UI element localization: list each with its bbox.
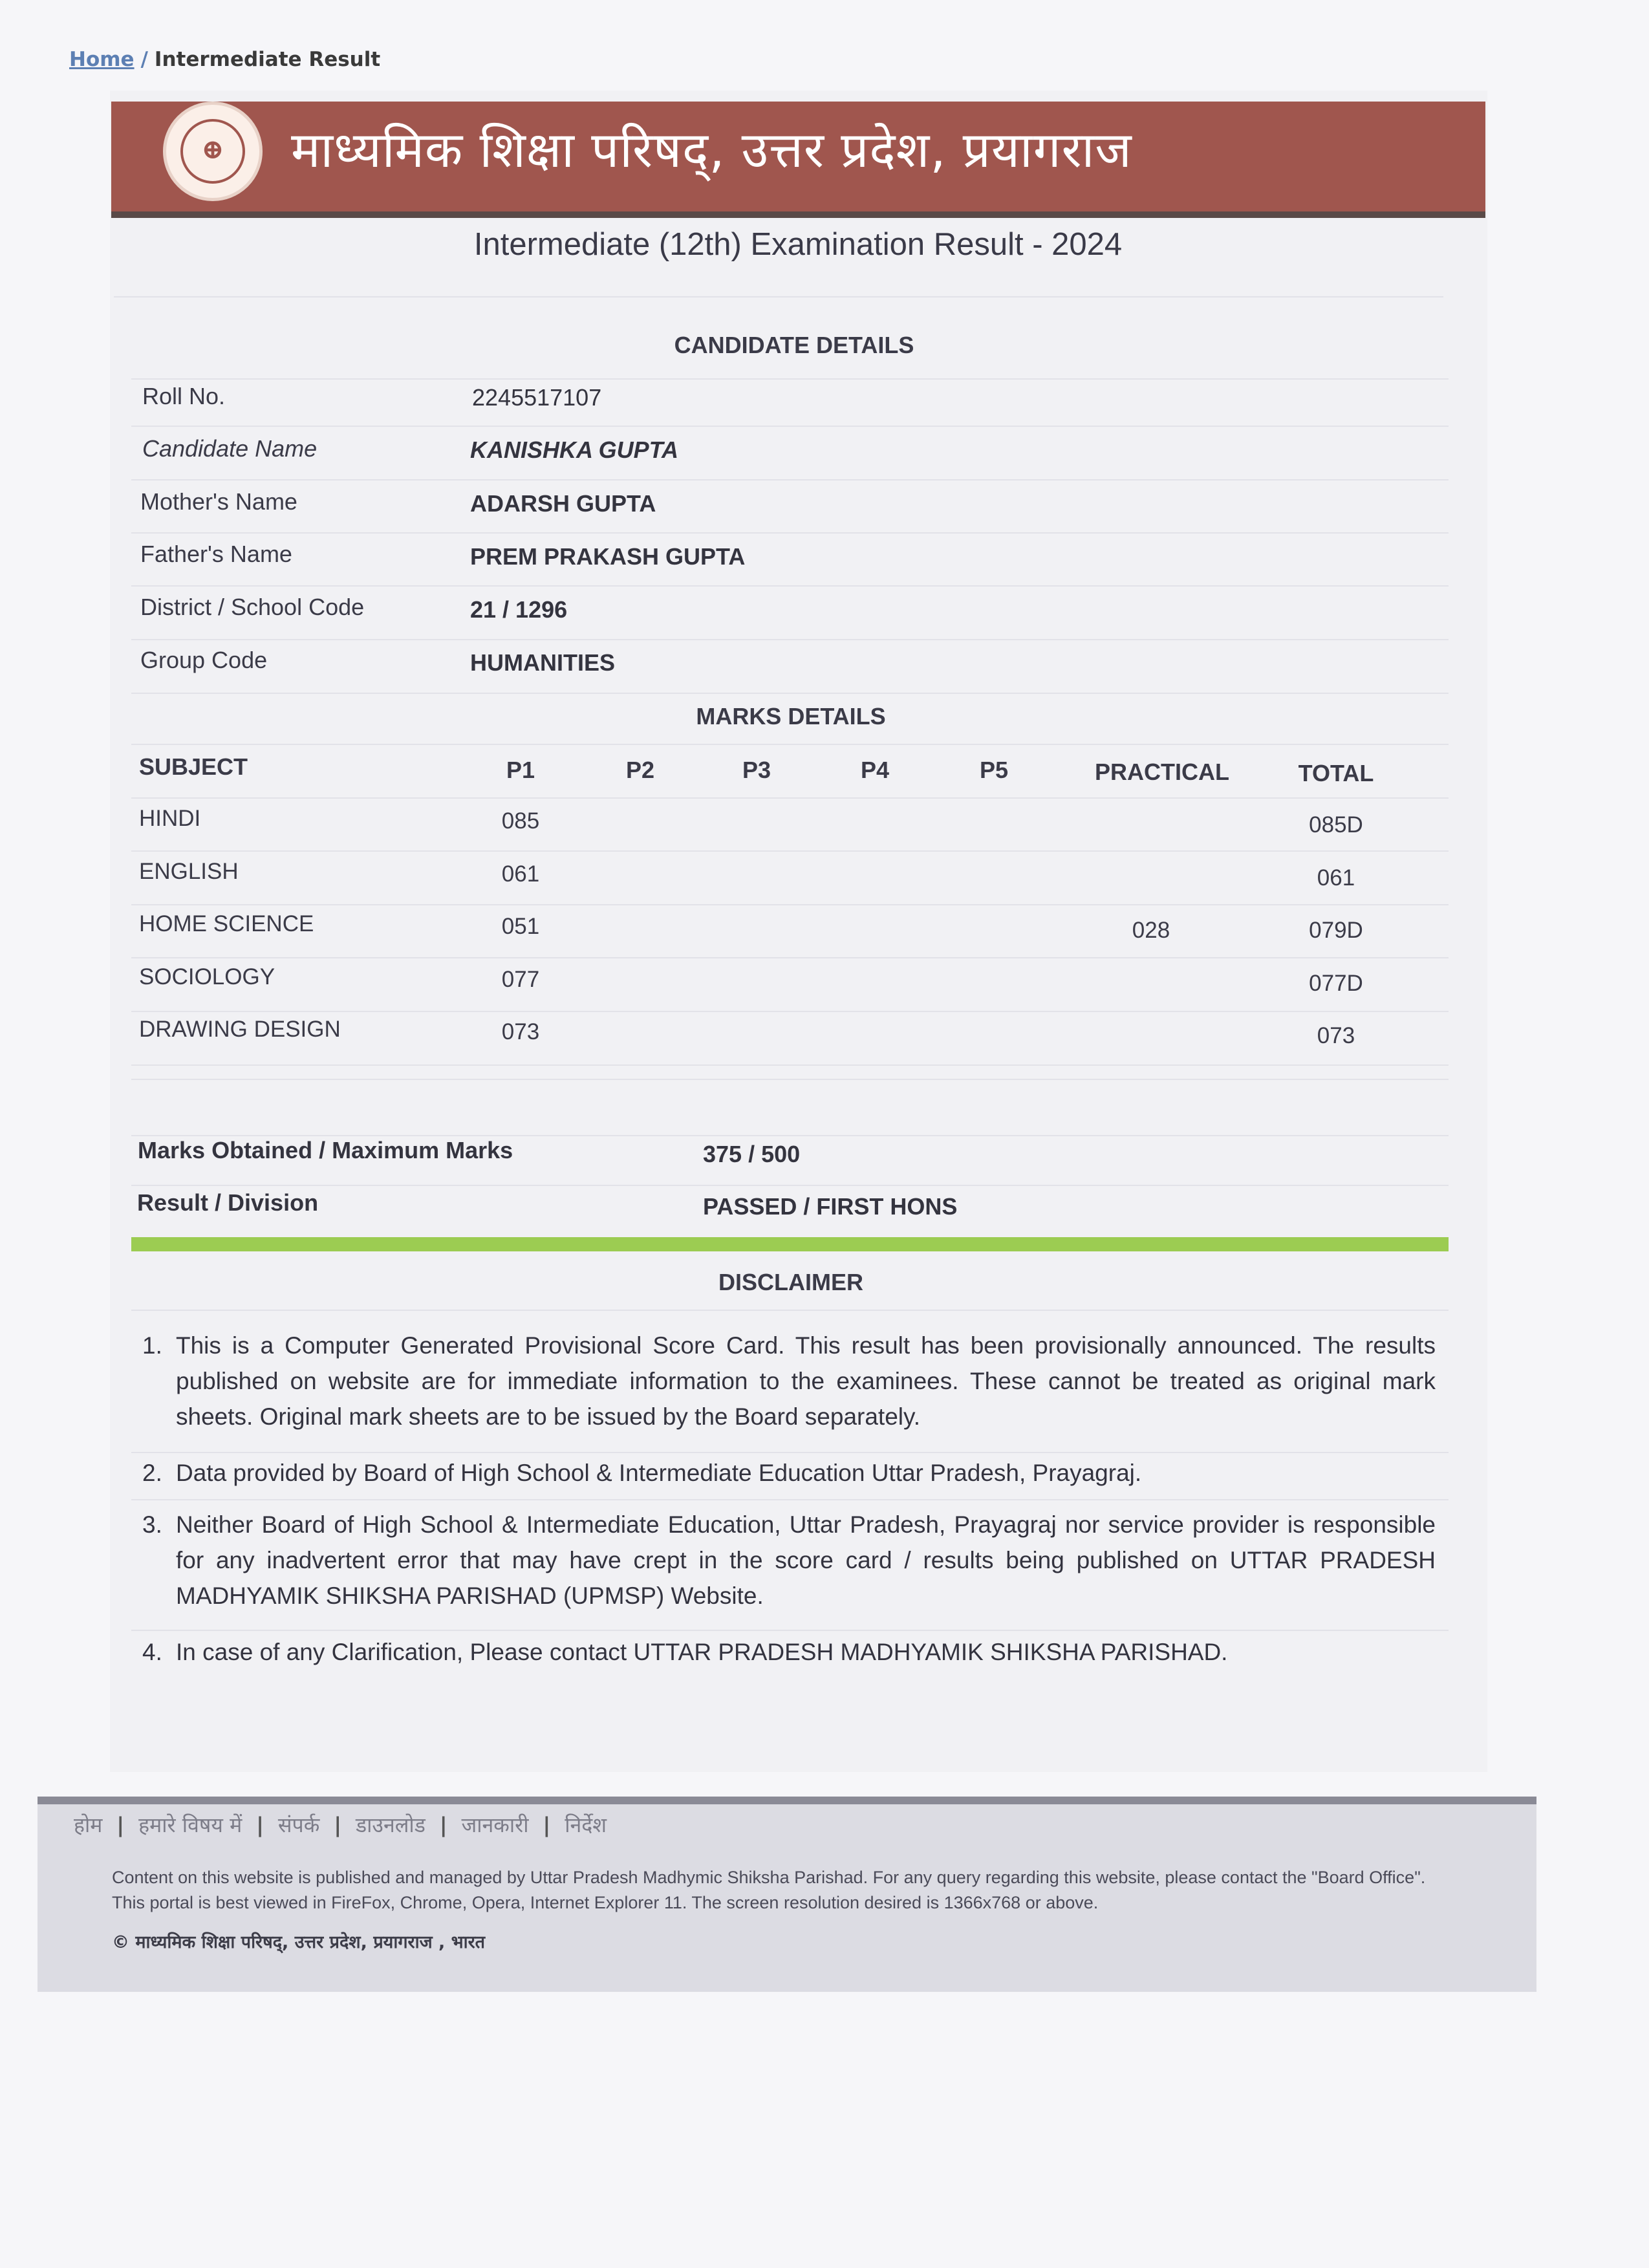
fathers-name-label: Father's Name xyxy=(140,541,292,567)
col-total-header: TOTAL xyxy=(1298,760,1374,786)
mothers-name-label: Mother's Name xyxy=(140,488,297,515)
footer-link-information[interactable]: जानकारी xyxy=(461,1813,529,1837)
breadcrumb-current: Intermediate Result xyxy=(154,48,381,71)
breadcrumb-home-link[interactable]: Home xyxy=(69,48,135,71)
footer-browser-note: This portal is best viewed in FireFox, Chrome, Opera, Internet Explorer 11. The screen resolution desired is 1366x768 or above. xyxy=(112,1893,1099,1912)
group-code-label: Group Code xyxy=(140,647,268,673)
table-row-p1: 077 xyxy=(501,967,540,992)
footer-link-about[interactable]: हमारे विषय में xyxy=(138,1813,242,1837)
divider xyxy=(131,479,1449,481)
col-p1-header: P1 xyxy=(506,757,535,783)
disclaimer-number: 3. xyxy=(142,1511,162,1538)
district-school-code-label: District / School Code xyxy=(140,594,365,620)
divider xyxy=(131,693,1449,694)
table-row-total: 079D xyxy=(1309,918,1363,943)
roll-no-value: 2245517107 xyxy=(472,384,602,411)
footer-link-home[interactable]: होम xyxy=(74,1813,103,1837)
divider xyxy=(131,904,1449,905)
col-p5-header: P5 xyxy=(979,757,1009,783)
divider xyxy=(131,378,1449,380)
disclaimer-text: Neither Board of High School & Intermediate Education, Uttar Pradesh, Prayagraj nor service provider is responsible for any inadvertent error that may have crept in the score card / results being published on UTTAR PRADESH MADHYAMIK SHIKSHA PARISHAD (UPMSP) Website. xyxy=(176,1511,1436,1609)
table-row-subject: HOME SCIENCE xyxy=(139,911,314,936)
divider xyxy=(131,1135,1449,1136)
table-row-subject: HINDI xyxy=(139,806,201,831)
disclaimer-text: Data provided by Board of High School & Intermediate Education Uttar Pradesh, Prayagraj. xyxy=(176,1460,1142,1486)
divider xyxy=(131,797,1449,799)
divider xyxy=(114,296,1443,297)
candidate-details-heading: CANDIDATE DETAILS xyxy=(674,332,914,358)
disclaimer-item xyxy=(142,1634,1436,1670)
divider xyxy=(131,744,1449,745)
footer-nav-separator: | xyxy=(334,1813,341,1837)
table-row-practical: 028 xyxy=(1132,918,1170,943)
table-row-p1: 073 xyxy=(501,1019,540,1044)
divider xyxy=(131,1630,1449,1631)
disclaimer-number: 2. xyxy=(142,1460,162,1486)
table-row-total: 073 xyxy=(1317,1023,1355,1048)
divider xyxy=(131,426,1449,427)
divider xyxy=(131,1064,1449,1066)
divider xyxy=(131,957,1449,958)
divider xyxy=(131,585,1449,587)
table-row-total: 085D xyxy=(1309,812,1363,837)
table-row-subject: SOCIOLOGY xyxy=(139,964,275,989)
marks-obtained-label: Marks Obtained / Maximum Marks xyxy=(138,1137,513,1163)
disclaimer-text: In case of any Clarification, Please contact UTTAR PRADESH MADHYAMIK SHIKSHA PARISHAD. xyxy=(176,1639,1228,1665)
divider xyxy=(131,1310,1449,1311)
district-school-code-value: 21 / 1296 xyxy=(470,596,568,623)
result-status-bar xyxy=(131,1237,1449,1251)
table-row-total: 061 xyxy=(1317,865,1355,891)
footer-nav xyxy=(74,1811,607,1839)
footer-link-instructions[interactable]: निर्देश xyxy=(565,1813,607,1837)
result-division-label: Result / Division xyxy=(137,1189,319,1216)
footer-content-note: Content on this website is published and managed by Uttar Pradesh Madhymic Shiksha Parishad. For any query regarding this website, please contact the "Board Office". xyxy=(112,1868,1426,1887)
header-underline xyxy=(111,211,1485,218)
col-p2-header: P2 xyxy=(625,757,655,783)
table-row-subject: ENGLISH xyxy=(139,859,239,884)
table-row-p1: 061 xyxy=(501,861,540,887)
disclaimer-number: 1. xyxy=(142,1332,162,1359)
col-p3-header: P3 xyxy=(742,757,771,783)
result-division-value: PASSED / FIRST HONS xyxy=(703,1193,958,1220)
footer-nav-separator: | xyxy=(439,1813,447,1837)
divider xyxy=(131,850,1449,852)
table-row-total: 077D xyxy=(1309,971,1363,996)
mothers-name-value: ADARSH GUPTA xyxy=(470,490,656,517)
disclaimer-item xyxy=(142,1328,1436,1434)
divider xyxy=(131,1452,1449,1453)
upmsp-seal-icon: ⊕ xyxy=(163,102,263,201)
divider xyxy=(131,532,1449,534)
footer-copyright: © माध्यमिक शिक्षा परिषद्, उत्तर प्रदेश, प्रयागराज , भारत xyxy=(112,1932,486,1952)
col-p4-header: P4 xyxy=(860,757,890,783)
marks-obtained-value: 375 / 500 xyxy=(703,1141,801,1167)
divider xyxy=(131,1079,1449,1080)
disclaimer-text: This is a Computer Generated Provisional Score Card. This result has been provisionally announced. The results published on website are for immediate information to the examinees. These cannot be treated as original mark sheets. Original mark sheets are to be issued by the Board separately. xyxy=(176,1332,1436,1430)
disclaimer-item xyxy=(142,1507,1436,1614)
table-row-subject: DRAWING DESIGN xyxy=(139,1017,341,1042)
table-row-p1: 085 xyxy=(501,808,540,834)
roll-no-label: Roll No. xyxy=(142,383,226,409)
footer-nav-separator: | xyxy=(256,1813,264,1837)
marks-details-heading: MARKS DETAILS xyxy=(696,703,886,729)
fathers-name-value: PREM PRAKASH GUPTA xyxy=(470,543,746,570)
group-code-value: HUMANITIES xyxy=(470,649,615,676)
candidate-name-value: KANISHKA GUPTA xyxy=(470,437,678,463)
exam-title: Intermediate (12th) Examination Result - 2024 xyxy=(473,227,1123,262)
col-practical-header: PRACTICAL xyxy=(1095,759,1229,785)
candidate-name-label: Candidate Name xyxy=(142,435,318,462)
divider xyxy=(131,1185,1449,1186)
disclaimer-number: 4. xyxy=(142,1639,162,1665)
footer-link-download[interactable]: डाउनलोड xyxy=(356,1813,426,1837)
board-name: माध्यमिक शिक्षा परिषद्, उत्तर प्रदेश, प्रयागराज xyxy=(291,121,1132,178)
footer-link-contact[interactable]: संपर्क xyxy=(277,1813,320,1837)
disclaimer-heading: DISCLAIMER xyxy=(718,1269,863,1295)
disclaimer-item xyxy=(142,1455,1436,1491)
divider xyxy=(131,639,1449,640)
breadcrumb xyxy=(69,48,380,71)
col-subject-header: SUBJECT xyxy=(139,753,248,780)
divider xyxy=(131,1011,1449,1012)
footer-nav-separator: | xyxy=(116,1813,125,1837)
divider xyxy=(131,1499,1449,1500)
footer-nav-separator: | xyxy=(543,1813,551,1837)
breadcrumb-separator: / xyxy=(140,48,148,71)
table-row-p1: 051 xyxy=(501,914,540,939)
